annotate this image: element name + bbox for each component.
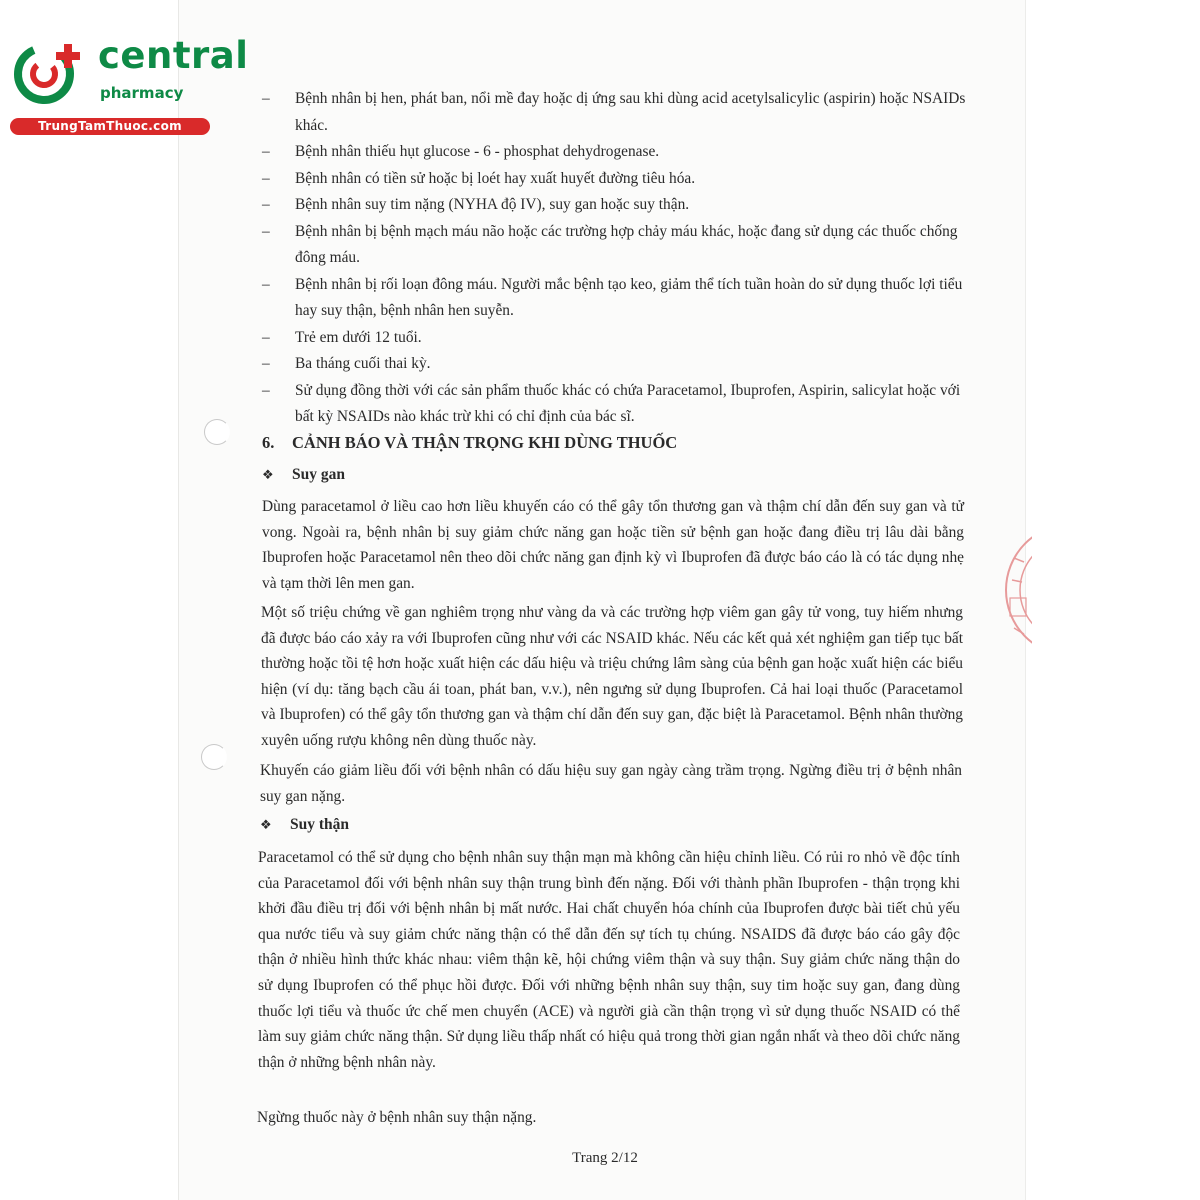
section-number: 6. [262,433,275,452]
list-item-text: Trẻ em dưới 12 tuổi. [295,328,422,346]
brand-name: central [98,34,249,77]
list-item [262,139,968,166]
liver-paragraph-1: Dùng paracetamol ở liều cao hơn liều khuyến cáo có thể gây tổn thương gan và thậm chí dẫn đến suy gan và tử vong. Ngoài ra, bệnh nhân bị suy giảm chức năng gan hoặc tiền sử bệnh gan hoặc đang điều trị lâu dài bằng Ibuprofen hoặc Paracetamol nên theo dõi chức năng gan định kỳ vì Ibuprofen đã được báo cáo là có tác dụng nhẹ và tạm thời lên men gan. [262,498,964,592]
dash-marker: – [262,196,270,213]
brand-subtitle: pharmacy [100,84,184,102]
diamond-bullet-icon: ❖ [260,818,272,833]
diamond-bullet-icon: ❖ [262,468,274,483]
list-item-text: Sử dụng đồng thời với các sản phẩm thuốc khác có chứa Paracetamol, Ibuprofen, Aspirin, salicylat hoặc với bất kỳ NSAIDs nào khác trừ khi có chỉ định của bác sĩ. [295,381,961,425]
list-item-text: Bệnh nhân suy tim nặng (NYHA độ IV), suy gan hoặc suy thận. [295,196,690,213]
kidney-paragraph-1: Paracetamol có thể sử dụng cho bệnh nhân suy thận mạn mà không cần hiệu chỉnh liều. Có rủi ro nhỏ về độc tính của Paracetamol đối với bệnh nhân suy thận trung bình đến nặng. Đối với thành phần Ibuprofen - thận trọng khi khởi đầu điều trị đối với bệnh nhân bị mất nước. Hai chất chuyển hóa chính của Ibuprofen được bài tiết chủ yếu qua nước tiểu và suy giảm chức năng thận có thể dẫn đến sự tích tụ chúng. NSAIDS đã được báo cáo gây độc thận ở nhiều hình thức khác nhau: viêm thận kẽ, hội chứng viêm thận và suy thận. Suy giảm chức năng thận do sử dụng Ibuprofen có thể phục hồi được. Đối với những bệnh nhân suy thận, suy tim hoặc suy gan, đang dùng thuốc lợi tiểu và thuốc ức chế men chuyển (ACE) và người già cần thận trọng vì sử dụng thuốc NSAID có thể làm suy giảm chức năng thận. Sử dụng liều thấp nhất có hiệu quả trong thời gian ngắn nhất và theo dõi chức năng thận ở những bệnh nhân này. [258,849,960,1071]
brand-logo [10,34,249,136]
list-item-text: Bệnh nhân có tiền sử hoặc bị loét hay xuất huyết đường tiêu hóa. [295,169,696,187]
dash-marker: – [262,90,270,107]
seal-stamp-icon [1002,510,1032,670]
dash-marker: – [262,355,270,372]
subheading-title: Suy gan [292,466,345,483]
subheading-title: Suy thận [290,816,350,833]
dash-marker: – [262,222,270,240]
subheading-liver [262,466,345,484]
kidney-paragraph-2: Ngừng thuốc này ở bệnh nhân suy thận nặng. [257,1109,537,1126]
punch-hole-top [204,419,230,445]
dash-marker: – [262,143,270,160]
dash-marker: – [262,328,270,346]
list-item [262,378,968,431]
section-title: CẢNH BÁO VÀ THẬN TRỌNG KHI DÙNG THUỐC [292,433,678,452]
liver-paragraph-3: Khuyến cáo giảm liều đối với bệnh nhân có dấu hiệu suy gan ngày càng trầm trọng. Ngừng điều trị ở bệnh nhân suy gan nặng. [260,762,962,805]
subheading-kidney [260,816,349,834]
list-item [262,166,968,193]
page-number: Trang 2/12 [572,1150,638,1166]
list-item [262,86,968,139]
list-item [262,272,968,325]
list-item [262,325,968,352]
list-item [262,219,968,272]
dash-marker: – [262,275,270,293]
list-item-text: Bệnh nhân thiếu hụt glucose - 6 - phosphat dehydrogenase. [295,143,660,160]
liver-paragraph-2: Một số triệu chứng về gan nghiêm trọng như vàng da và các trường hợp viêm gan gây tử vong, tuy hiếm nhưng đã được báo cáo xảy ra với Ibuprofen cũng như với các NSAID khác. Nếu các kết quả xét nghiệm gan tiếp tục bất thường hoặc tồi tệ hơn hoặc xuất hiện các dấu hiệu và triệu chứng lâm sàng của bệnh gan hoặc xuất hiện các biểu hiện (ví dụ: tăng bạch cầu ái toan, phát ban, v.v.), nên ngưng sử dụng Ibuprofen. Cả hai loại thuốc (Paracetamol và Ibuprofen) có thể gây tổn thương gan và thậm chí dẫn đến suy gan, đặc biệt là Paracetamol. Bệnh nhân thường xuyên uống rượu không nên dùng thuốc này. [261,604,963,749]
dash-marker: – [262,381,270,399]
list-item-text: Ba tháng cuối thai kỳ. [295,355,431,372]
punch-hole-bottom [201,744,227,770]
pharmacy-cross-icon [10,36,90,116]
list-item [262,192,968,219]
contraindication-list [262,86,968,431]
section-heading [262,433,677,453]
list-item-text: Bệnh nhân bị rối loạn đông máu. Người mắc bệnh tạo keo, giảm thể tích tuần hoàn do sử dụng thuốc lợi tiểu hay suy thận, bệnh nhân hen suyễn. [295,275,963,319]
list-item-text: Bệnh nhân bị hen, phát ban, nổi mề đay hoặc dị ứng sau khi dùng acid acetylsalicylic (aspirin) hoặc NSAIDs khác. [295,90,966,134]
list-item-text: Bệnh nhân bị bệnh mạch máu não hoặc các trường hợp chảy máu khác, hoặc đang sử dụng các thuốc chống đông máu. [295,222,958,266]
dash-marker: – [262,169,270,187]
brand-url: TrungTamThuoc.com [10,118,210,135]
list-item [262,351,968,378]
